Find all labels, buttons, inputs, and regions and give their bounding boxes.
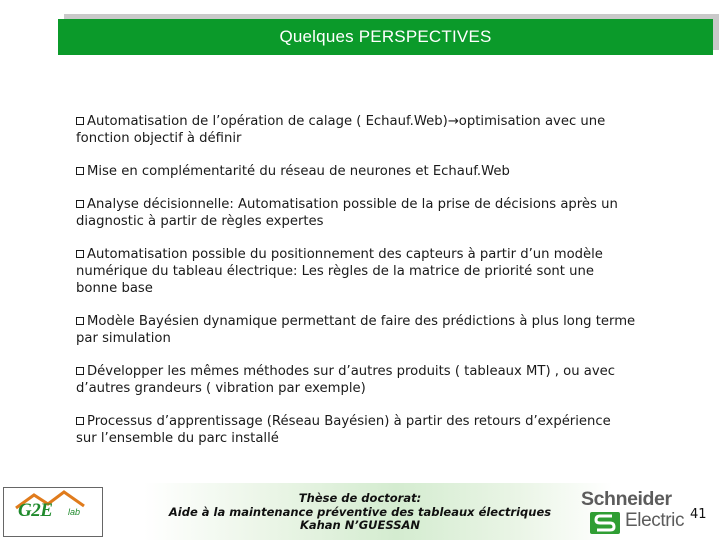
bullet-line: Mise en complémentarité du réseau de neurones et Echauf.Web	[87, 164, 510, 179]
bullet-line: Développer les mêmes méthodes sur d’autres produits ( tableaux MT) , ou avec	[87, 364, 616, 379]
bullet-line: par simulation	[76, 331, 171, 346]
checkbox-bullet-icon	[76, 250, 84, 258]
bullet-item	[76, 413, 686, 447]
bullet-line: d’autres grandeurs ( vibration par exemple)	[76, 381, 366, 396]
checkbox-bullet-icon	[76, 317, 84, 325]
schneider-wordmark: Schneider	[581, 488, 672, 510]
bullet-line: diagnostic à partir de règles expertes	[76, 214, 324, 229]
checkbox-bullet-icon	[76, 417, 84, 425]
page-number: 41	[690, 507, 707, 522]
bullet-item	[76, 113, 686, 147]
bullet-line: fonction objectif à définir	[76, 131, 242, 146]
bullet-line: Automatisation possible du positionnement des capteurs à partir d’un modèle	[87, 247, 603, 262]
bullet-line: Analyse décisionnelle: Automatisation possible de la prise de décisions après un	[87, 197, 618, 212]
thesis-line: Aide à la maintenance préventive des tableaux électriques	[168, 504, 552, 519]
checkbox-bullet-icon	[76, 167, 84, 175]
bullet-item	[76, 363, 686, 397]
bullet-item	[76, 196, 686, 230]
g2elab-logo	[3, 487, 103, 537]
bullet-item	[76, 163, 686, 180]
bullet-item	[76, 313, 686, 347]
bullet-line: Automatisation de l’opération de calage ( Echauf.Web)→optimisation avec une	[87, 114, 606, 129]
bullet-item	[76, 246, 686, 297]
bullet-line: Modèle Bayésien dynamique permettant de faire des prédictions à plus long terme	[87, 314, 636, 329]
thesis-line: Kahan N’GUESSAN	[299, 518, 421, 532]
bullet-line: bonne base	[76, 281, 153, 296]
thesis-footer-text	[160, 492, 560, 533]
schneider-mark-icon	[590, 512, 620, 534]
title-bar	[58, 19, 713, 55]
checkbox-bullet-icon	[76, 367, 84, 375]
slide-title: Quelques PERSPECTIVES	[279, 27, 492, 46]
bullet-line: Processus d’apprentissage (Réseau Bayésien) à partir des retours d’expérience	[87, 414, 611, 429]
electric-wordmark: Electric	[625, 510, 685, 531]
g2elab-lab-text: lab	[68, 507, 81, 517]
g2elab-wordmark: G2E	[18, 500, 53, 521]
bullet-line: numérique du tableau électrique: Les règles de la matrice de priorité sont une	[76, 264, 594, 279]
schneider-electric-logo	[578, 488, 685, 536]
thesis-line: Thèse de doctorat:	[298, 491, 422, 505]
schneider-s-icon	[590, 512, 620, 534]
bullet-list	[76, 113, 686, 447]
bullet-line: sur l’ensemble du parc installé	[76, 431, 279, 446]
checkbox-bullet-icon	[76, 200, 84, 208]
checkbox-bullet-icon	[76, 117, 84, 125]
